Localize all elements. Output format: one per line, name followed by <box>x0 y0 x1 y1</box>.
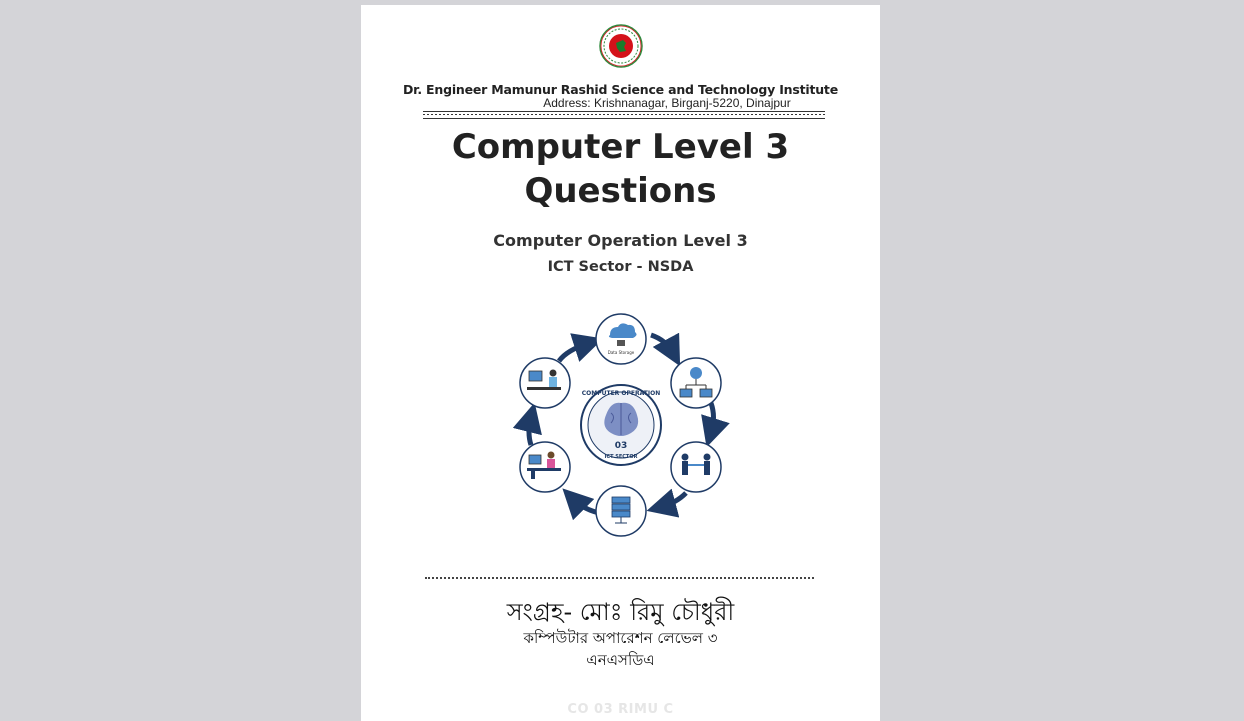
arrow-1-icon <box>651 335 673 353</box>
header-rule <box>423 111 825 119</box>
arrow-4-icon <box>573 499 599 513</box>
handshake-icon <box>671 442 721 492</box>
server-icon <box>596 486 646 536</box>
institute-address: Address: Krishnanagar, Birganj-5220, Dinajpur <box>543 96 791 110</box>
cloud-node-label: Data Storage <box>607 350 635 355</box>
document-sector: ICT Sector - NSDA <box>547 259 694 275</box>
center-badge-icon <box>581 385 661 465</box>
center-number: 03 <box>614 441 628 451</box>
document-page <box>361 5 880 721</box>
cloud-storage-icon <box>596 314 646 364</box>
arrow-3-icon <box>661 493 686 507</box>
center-bottom-text: ICT SECTOR <box>604 454 638 460</box>
government-emblem-icon <box>598 23 644 69</box>
dotted-separator <box>425 577 814 579</box>
document-subtitle: Computer Operation Level 3 <box>493 231 748 250</box>
arrow-5-icon <box>529 417 531 445</box>
watermark-text: CO 03 RIMU C <box>567 702 674 717</box>
person-at-desk-icon <box>520 442 570 492</box>
organization-bn: এনএসডিএ <box>586 651 655 669</box>
arrow-6-icon <box>559 343 589 361</box>
network-computers-icon <box>671 358 721 408</box>
person-at-computer-icon <box>520 358 570 408</box>
institute-name: Dr. Engineer Mamunur Rashid Science and Technology Institute <box>403 82 838 97</box>
arrow-2-icon <box>711 403 714 433</box>
course-name-bn: কম্পিউটার অপারেশন লেভেল ৩ <box>523 629 718 647</box>
computer-operation-cycle-diagram <box>511 305 731 540</box>
document-title: Computer Level 3 Questions <box>451 127 790 211</box>
center-top-text: COMPUTER OPERATION <box>581 390 661 397</box>
compiler-credit: সংগ্রহ- মোঃ রিমু চৌধুরী <box>506 598 735 626</box>
